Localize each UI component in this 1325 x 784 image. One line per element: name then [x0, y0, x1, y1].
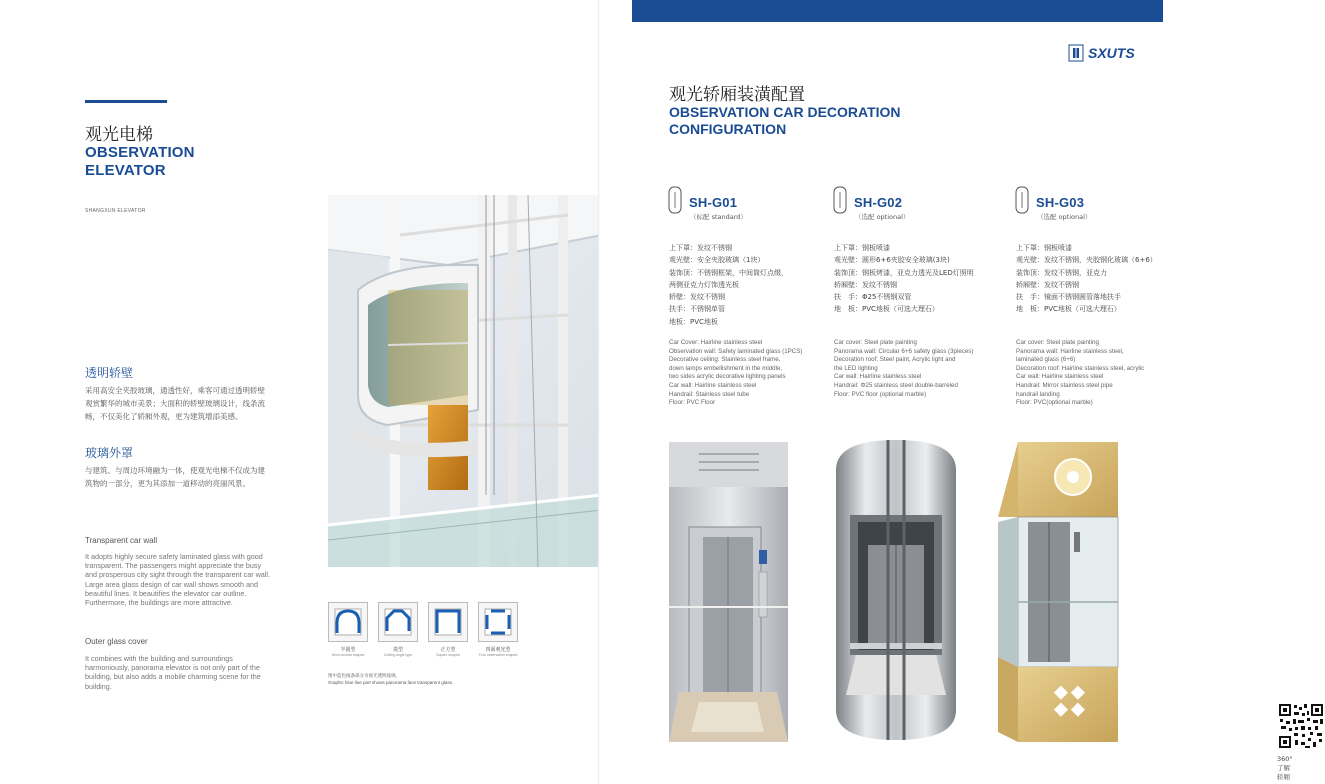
left-page [0, 0, 600, 784]
title-accent-bar [85, 100, 167, 103]
spec-line: 扶手：不锈钢单管 [669, 305, 725, 314]
semi-circular-shape-icon [328, 602, 368, 642]
shape-cutting-angle [378, 602, 418, 657]
model-sh-g02-spec-en [834, 339, 1014, 399]
shape-label: 菱型 [392, 647, 403, 653]
spec-line: Decoration roof: Hairline stainless steel, acrylic [1016, 364, 1145, 372]
shape-label: 半圆型 [340, 647, 356, 653]
spec-line: 观光壁：安全夹胶玻璃（1块） [669, 256, 765, 265]
spec-line: the LED lighting [834, 364, 878, 372]
en-body-line: transparent. The passengers might appreciate the busy [85, 561, 262, 571]
body-line: 筑物的一部分，更为其添加一道移动的亮丽风景。 [85, 479, 250, 488]
en-body-glass-cover [85, 654, 283, 691]
page-title-cn: 观光电梯 [85, 125, 153, 145]
four-observation-shape-icon [478, 602, 518, 642]
shape-four-observation [478, 602, 518, 657]
brand-line: SHANGXUN ELEVATOR [85, 208, 146, 214]
en-body-line: building. [85, 681, 112, 691]
body-line: 采用高安全夹胶玻璃，通透性好，乘客可通过透明轿壁 [85, 386, 265, 395]
shape-sublabel: Semi circular shaped [331, 653, 365, 657]
spec-line: Car wall: Hairline stainless steel [1016, 373, 1104, 381]
model-sh-g03-header [1015, 186, 1195, 226]
page-title-en-line2: ELEVATOR [85, 162, 166, 179]
spec-line: 上下罩：发纹不锈钢 [669, 244, 732, 252]
spec-line: 装饰顶：发纹不锈钢，亚克力 [1016, 268, 1107, 277]
en-body-transparent-wall [85, 552, 283, 607]
spec-line: down lamps embellishment in the middle, [669, 364, 783, 372]
en-body-line: beautiful lines. It beautifies the elevator car outline. [85, 588, 247, 598]
config-title-en [669, 104, 901, 138]
shape-sublabel: Four observation shaped [478, 653, 518, 657]
en-body-line: building, but also adds a mobile charming scene for the [85, 672, 261, 682]
shape-note-cn: 图中蓝色线条部分为观光透明玻璃。 [328, 673, 400, 678]
body-line: 与建筑、与周边环境融为一体，使观光电梯不仅成为建 [85, 466, 265, 475]
spec-line: 轿壁：发纹不锈钢 [669, 293, 725, 302]
spec-line: Panorama wall: Circular 6+6 safety glass (3pieces) [834, 347, 974, 355]
config-title-cn: 观光轿厢装潢配置 [669, 85, 805, 105]
page-title-en-line1: OBSERVATION [85, 144, 195, 161]
shape-label: 四面观光型 [485, 647, 511, 653]
cutting-angle-shape-icon [378, 602, 418, 642]
spec-line: 轿厢壁：发纹不锈钢 [834, 280, 897, 289]
spec-line: Observation wall: Safety laminated glass (1PCS) [669, 347, 803, 355]
sh-g03-car-image [998, 442, 1118, 742]
model-sh-g02-header [833, 186, 1013, 226]
en-heading-transparent-wall: Transparent car wall [85, 536, 158, 545]
en-body-line: Furthermore, the buildings are more attractive. [85, 598, 233, 608]
spec-line: 轿厢壁：发纹不锈钢 [1016, 280, 1079, 289]
model-code: SH-G02 [854, 195, 903, 210]
spec-line: Decoration roof: Steel paint, Acrylic light and [834, 356, 956, 364]
spec-line: 装饰顶：不锈钢框架，中间筒灯点缀， [669, 268, 788, 277]
spec-line: Car cover: Steel plate painting [834, 339, 917, 346]
spec-line: two sides acrylic decorative lighting panels [669, 373, 786, 381]
spec-line: Panorama wall: Hairline stainless steel, [1016, 347, 1124, 355]
spec-line: 两侧亚克力灯饰透光板 [669, 280, 739, 289]
spec-line: Handrail: Mirror stainless steel pipe [1016, 381, 1113, 389]
right-page [600, 0, 1293, 784]
svg-text:SXUTS: SXUTS [1088, 45, 1135, 61]
model-sh-g03-spec-en [1016, 339, 1196, 408]
spec-line: Car wall: Hairline stainless steel [834, 373, 922, 381]
model-code: SH-G03 [1036, 195, 1085, 210]
spec-line: Floor: PVC floor (optional marble) [834, 390, 927, 398]
spec-line: Handrail: Stainless steel tube [669, 390, 750, 398]
en-body-line: harmoniously, panorama elevator is not only part of the [85, 663, 260, 673]
en-body-line: It combines with the building and surroundings [85, 654, 233, 663]
model-tag: （标配 standard） [690, 213, 747, 221]
shape-label: 正方型 [440, 647, 456, 653]
model-sh-g03-spec-cn [1016, 242, 1196, 316]
spec-line: 装饰顶：钢板烤漆，亚克力透光及LED灯照明 [834, 268, 974, 277]
shape-sublabel: Square shaped [436, 653, 460, 657]
spec-line: Car Cover: Hairline stainless steel [669, 339, 763, 346]
model-sh-g01-spec-cn [669, 242, 849, 328]
car-shape-options [328, 602, 628, 672]
en-body-line: and prosperous city sight through the transparent car wall. [85, 570, 270, 580]
shape-semi-circular [328, 602, 368, 657]
spec-line: 观光壁：发纹不锈钢，夹胶钢化玻璃（6+6） [1016, 256, 1157, 265]
square-shape-icon [428, 602, 468, 642]
elevator-car-icon [833, 186, 847, 214]
model-sh-g01-header [668, 186, 848, 226]
spec-line: Car wall: Hairline stainless steel [669, 381, 757, 389]
section-heading-glass-cover: 玻璃外罩 [85, 446, 134, 460]
qr-code-icon[interactable] [1277, 702, 1325, 750]
model-sh-g02-spec-cn [834, 242, 1014, 316]
spec-line: 上下罩：钢板喷漆 [834, 244, 890, 252]
section-heading-transparent-wall: 透明轿壁 [85, 366, 134, 380]
spec-line: 观光壁：圆形6+6夹胶安全玻璃(3块) [834, 256, 950, 265]
spec-line: Decorative ceiling: Stainless steel frame, [669, 356, 781, 364]
config-title-en-line2: CONFIGURATION [669, 121, 787, 137]
model-sh-g01-spec-en [669, 339, 849, 408]
config-title-en-line1: OBSERVATION CAR DECORATION [669, 104, 901, 120]
shape-note-en: Graphic blue line part shows panorama face transparent glass. [328, 680, 454, 685]
spec-line: 地 板：PVC地板（可选大理石） [1016, 305, 1121, 314]
spec-line: handrail landing [1016, 390, 1060, 398]
spec-line: 扶 手：Φ25不锈钢双管 [834, 293, 912, 302]
model-tag: （选配 optional） [855, 213, 910, 221]
shape-square [428, 602, 468, 657]
observation-elevator-photo [328, 195, 602, 567]
sh-g01-car-image [669, 442, 788, 742]
en-body-line: It adopts highly secure safety laminated glass with good [85, 552, 263, 561]
spec-line: laminated glass (6+6) [1016, 356, 1076, 364]
spec-line: Floor: PVC Floor [669, 399, 716, 407]
spec-line: 地 板：PVC地板（可选大理石） [834, 305, 939, 314]
shape-sublabel: Cutting angle type [383, 653, 413, 657]
spec-line: 扶 手：镜面不锈钢圆管落地扶手 [1016, 293, 1121, 302]
section-body-transparent-wall [85, 384, 285, 423]
sh-g02-car-image [836, 440, 956, 740]
spec-line: Floor: PVC(optional marble) [1016, 399, 1093, 407]
spec-line: Handrail: Φ25 stainless steel double-barreled [834, 381, 958, 389]
spec-line: 上下罩：钢板喷漆 [1016, 244, 1072, 252]
body-line: 畅，不仅美化了轿厢外观，更为建筑增添美感。 [85, 412, 243, 421]
top-accent-band [632, 0, 1163, 22]
en-heading-glass-cover: Outer glass cover [85, 637, 148, 646]
section-body-glass-cover [85, 464, 285, 490]
body-line: 观赏繁华的城市美景；大面积的轿壁玻璃设计，线条流 [85, 399, 265, 408]
elevator-car-icon [1015, 186, 1029, 214]
en-body-line: Large area glass design of car wall shows smooth and [85, 579, 258, 589]
brand-logo [1068, 44, 1164, 62]
model-tag: （选配 optional） [1037, 213, 1092, 221]
qr-code-label: 360°了解轿厢 [1277, 755, 1293, 781]
spec-line: Car cover: Steel plate painting [1016, 339, 1099, 346]
spec-line: 地板：PVC地板 [669, 317, 718, 326]
model-code: SH-G01 [689, 195, 738, 210]
elevator-car-icon [668, 186, 682, 214]
